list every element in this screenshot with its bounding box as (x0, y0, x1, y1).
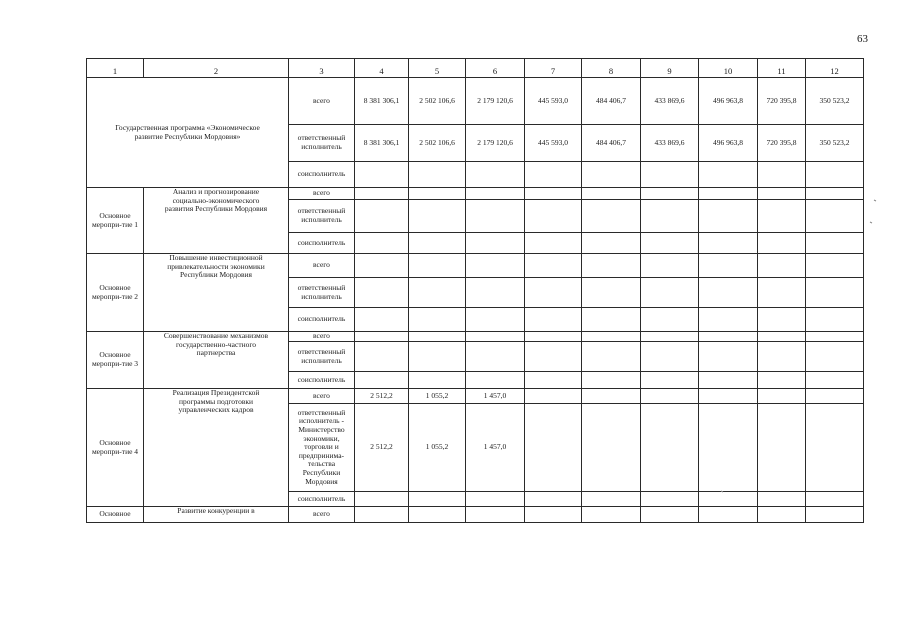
row-type-label: соисполнитель (289, 308, 355, 332)
column-header: 6 (466, 59, 525, 78)
row-type-label: всего (289, 188, 355, 200)
measure-label: Основное (87, 507, 144, 523)
value-cell: 484 406,7 (582, 125, 641, 162)
value-cell: 1 055,2 (409, 389, 466, 404)
row-type-label: всего (289, 332, 355, 342)
value-cell: 2 502 106,6 (409, 125, 466, 162)
column-header: 8 (582, 59, 641, 78)
value-cell: 2 502 106,6 (409, 78, 466, 125)
page-number: 63 (857, 33, 868, 45)
row-type-label: ответственный исполнитель (289, 125, 355, 162)
column-header: 10 (699, 59, 758, 78)
measure-name: Анализ и прогнозирование социально-экономического развития Республики Мордовия (144, 188, 289, 254)
value-cell: 720 395,8 (758, 78, 806, 125)
value-cell: 433 869,6 (641, 125, 699, 162)
value-cell: 1 457,0 (466, 389, 525, 404)
measure-label: Основное меропри-тие 1 (87, 188, 144, 254)
value-cell: 350 523,2 (806, 78, 864, 125)
value-cell: 445 593,0 (525, 125, 582, 162)
value-cell: 8 381 306,1 (355, 125, 409, 162)
row-type-label: ответственный исполнитель (289, 342, 355, 372)
column-header: 9 (641, 59, 699, 78)
value-cell: 445 593,0 (525, 78, 582, 125)
row-type-label: соисполнитель (289, 233, 355, 254)
row-type-label: соисполнитель (289, 162, 355, 188)
program-title: Государственная программа «Экономическое развитие Республики Мордовия» (87, 78, 289, 188)
value-cell: 2 512,2 (355, 404, 409, 492)
measure-name: Развитие конкуренции в (144, 507, 289, 523)
column-header: 2 (144, 59, 289, 78)
row-type-label: соисполнитель (289, 372, 355, 389)
row-type-label: ответственный исполнитель (289, 200, 355, 233)
column-header: 7 (525, 59, 582, 78)
value-cell: 433 869,6 (641, 78, 699, 125)
measure-name: Совершенствование механизмов государственно-частного партнерства (144, 332, 289, 389)
value-cell: 2 179 120,6 (466, 125, 525, 162)
row-type-label: всего (289, 78, 355, 125)
scan-speck (874, 200, 876, 201)
scan-speck (870, 222, 872, 223)
row-type-label: всего (289, 254, 355, 278)
value-cell: 350 523,2 (806, 125, 864, 162)
measure-label: Основное меропри-тие 3 (87, 332, 144, 389)
column-header: 11 (758, 59, 806, 78)
column-header: 5 (409, 59, 466, 78)
measure-label: Основное меропри-тие 2 (87, 254, 144, 332)
row-type-label: всего (289, 389, 355, 404)
row-type-label: всего (289, 507, 355, 523)
column-header: 12 (806, 59, 864, 78)
row-type-label: соисполнитель (289, 492, 355, 507)
column-header: 1 (87, 59, 144, 78)
row-type-label: ответственный исполнитель - Министерство экономики, торговли и предпринима-тельства Республики Мордовия (289, 404, 355, 492)
value-cell: 1 457,0 (466, 404, 525, 492)
value-cell: 484 406,7 (582, 78, 641, 125)
value-cell: 496 963,8 (699, 78, 758, 125)
measure-name: Повышение инвестиционной привлекательности экономики Республики Мордовия (144, 254, 289, 332)
scan-speck (721, 491, 723, 492)
value-cell: 2 512,2 (355, 389, 409, 404)
value-cell: 496 963,8 (699, 125, 758, 162)
measure-label: Основное меропри-тие 4 (87, 389, 144, 507)
column-header: 4 (355, 59, 409, 78)
value-cell: 720 395,8 (758, 125, 806, 162)
column-header: 3 (289, 59, 355, 78)
row-type-label: ответственный исполнитель (289, 278, 355, 308)
measure-name: Реализация Президентской программы подготовки управленческих кадров (144, 389, 289, 507)
value-cell: 1 055,2 (409, 404, 466, 492)
value-cell: 8 381 306,1 (355, 78, 409, 125)
value-cell: 2 179 120,6 (466, 78, 525, 125)
